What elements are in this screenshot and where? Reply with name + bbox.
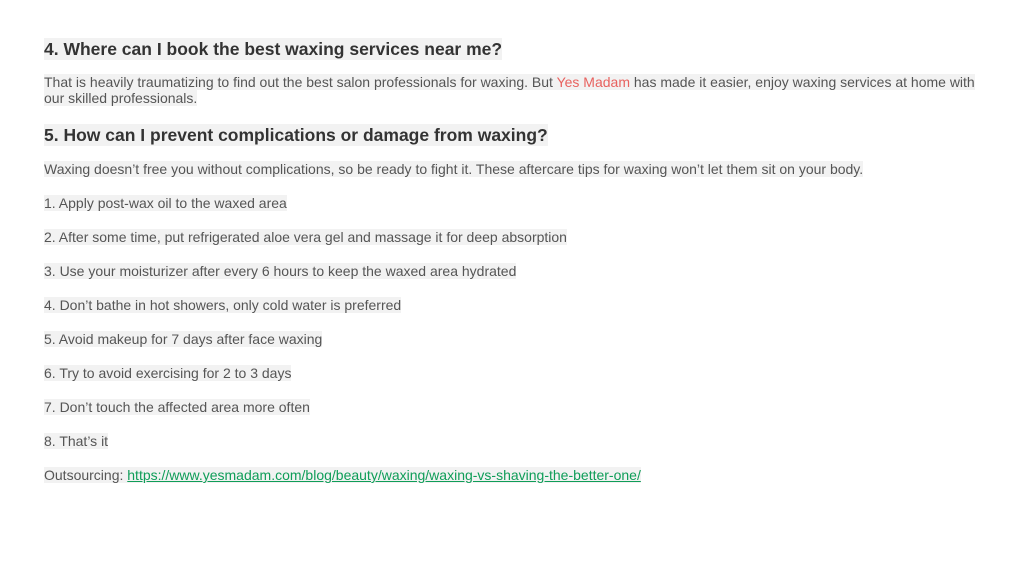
source-label: Outsourcing: — [44, 467, 128, 483]
aftercare-step — [44, 399, 994, 415]
document-content — [44, 38, 994, 501]
source-line — [44, 467, 994, 483]
aftercare-step — [44, 365, 994, 381]
question-4-heading — [44, 38, 994, 60]
answer-text-after: has made it easier, enjoy waxing services at home with our skilled professionals. — [44, 74, 975, 106]
source-url-link[interactable]: https://www.yesmadam.com/blog/beauty/waxing/waxing-vs-shaving-the-better-one/ — [127, 467, 641, 483]
aftercare-step-text: 4. Don’t bathe in hot showers, only cold water is preferred — [44, 297, 402, 313]
question-5-intro-text: Waxing doesn’t free you without complications, so be ready to fight it. These aftercare tips for waxing won’t let them sit on your body. — [44, 161, 864, 177]
aftercare-step-text: 3. Use your moisturizer after every 6 hours to keep the waxed area hydrated — [44, 263, 517, 279]
question-5-heading-text: 5. How can I prevent complications or damage from waxing? — [44, 125, 548, 145]
aftercare-step-text: 7. Don’t touch the affected area more often — [44, 399, 310, 415]
aftercare-step-text: 6. Try to avoid exercising for 2 to 3 days — [44, 365, 292, 381]
aftercare-step — [44, 263, 994, 279]
question-5-intro — [44, 161, 994, 177]
aftercare-step-text: 1. Apply post-wax oil to the waxed area — [44, 195, 287, 211]
aftercare-step — [44, 433, 994, 449]
aftercare-step-text: 5. Avoid makeup for 7 days after face waxing — [44, 331, 323, 347]
question-5-heading — [44, 124, 994, 146]
aftercare-step — [44, 297, 994, 313]
answer-text-before: That is heavily traumatizing to find out the best salon professionals for waxing. But — [44, 74, 557, 90]
aftercare-step — [44, 229, 994, 245]
aftercare-step-text: 2. After some time, put refrigerated aloe vera gel and massage it for deep absorption — [44, 229, 567, 245]
aftercare-step — [44, 195, 994, 211]
yes-madam-link[interactable]: Yes Madam — [556, 74, 630, 90]
question-4-heading-text: 4. Where can I book the best waxing services near me? — [44, 39, 503, 59]
question-4-answer — [44, 74, 994, 106]
aftercare-step-text: 8. That’s it — [44, 433, 109, 449]
aftercare-step — [44, 331, 994, 347]
